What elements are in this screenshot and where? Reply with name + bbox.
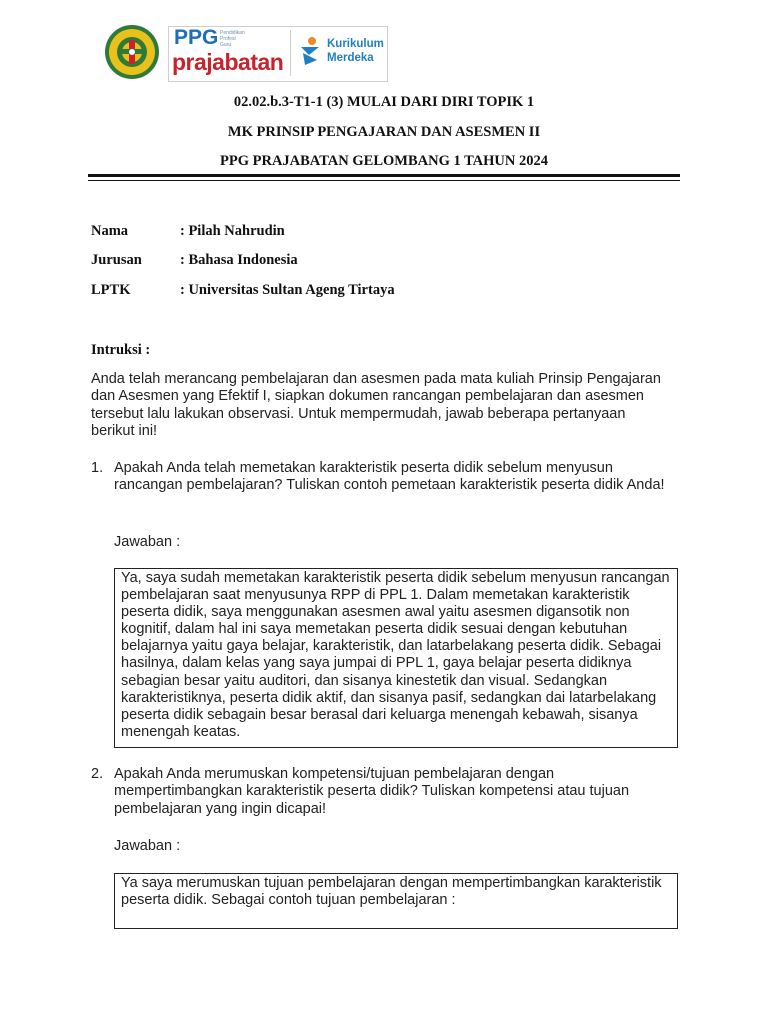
question-1-answer-label: Jawaban : [114,534,181,550]
document-code-title: 02.02.b.3-T1-1 (3) MULAI DARI DIRI TOPIK 1 [233,94,535,110]
instruction-text: Anda telah merancang pembelajaran dan asesmen pada mata kuliah Prinsip Pengajaran dan Asesmen yang Efektif I, siapkan dokumen rancangan pembelajaran dan asesmen tersebut lalu lakukan observasi. Untuk mempermudah, jawab beberapa pertanyaan berikut ini! [91,371,661,440]
university-seal-icon [104,24,160,80]
ppg-logo-small-text: Pendidikan Profesi Guru [220,30,245,48]
question-2-answer-label: Jawaban : [114,838,181,854]
jurusan-value: : Bahasa Indonesia [180,252,298,268]
question-1-number: 1. [91,460,104,476]
ppg-logo-word: PPG [174,26,219,49]
jurusan-label: Jurusan [91,252,142,268]
nama-label: Nama [91,223,129,239]
program-title: PPG PRAJABATAN GELOMBANG 1 TAHUN 2024 [220,153,548,169]
header-rule-thin [88,180,680,181]
header-rule-thick [88,174,680,177]
instruction-heading: Intruksi : [91,342,151,358]
question-2-text: Apakah Anda merumuskan kompetensi/tujuan pembelajaran dengan mempertimbangkan karakteristik peserta didik? Tuliskan kompetensi atau tujuan pembelajaran yang ingin dicapai! [114,766,630,817]
question-1-answer-box: Ya, saya sudah memetakan karakteristik peserta didik sebelum menyusun rancangan pembelajaran saat menyusunya RPP di PPL 1. Dalam memetakan karakteristik peserta didik, saya menggunakan asesmen awal yaitu asesmen digansotik non kognitif, dalam hal ini saya memetakan peserta didik sesuai dengan kebutuhan belajarnya yaitu gaya belajar, karakteristik, dan latarbelakang peserta didik. Sebagai hasilnya, dalam kelas yang saya jumpai di PPL 1, gaya belajar peserta didiknya sebagian besar yaitu auditori, dan sisanya kinestetik dan visual. Sedangkan karakteristiknya, peserta didik aktif, dan sisanya pasif, sedangkan dai latarbelakang peserta didik sebagain besar berasal dari keluarga menengah kebawah, sisanya menengah keatas. [114,568,678,748]
kurikulum-merdeka-line1: Kurikulum [327,38,384,50]
kurikulum-merdeka-line2: Merdeka [327,52,374,64]
question-1-text: Apakah Anda telah memetakan karakteristik peserta didik sebelum menyusun rancangan pembelajaran? Tuliskan contoh pemetaan karakteristik peserta didik Anda! [114,460,665,494]
question-2-number: 2. [91,766,104,782]
course-title: MK PRINSIP PENGAJARAN DAN ASESMEN II [227,124,541,140]
lptk-label: LPTK [91,282,131,298]
logo-divider [290,30,291,76]
question-2-answer-box: Ya saya merumuskan tujuan pembelajaran dengan mempertimbangkan karakteristik peserta didik. Sebagai contoh tujuan pembelajaran : [114,873,678,929]
lptk-value: : Universitas Sultan Ageng Tirtaya [180,282,395,298]
kurikulum-merdeka-icon [297,36,323,66]
prajabatan-logo-word: prajabatan [172,49,284,75]
nama-value: : Pilah Nahrudin [180,223,285,239]
